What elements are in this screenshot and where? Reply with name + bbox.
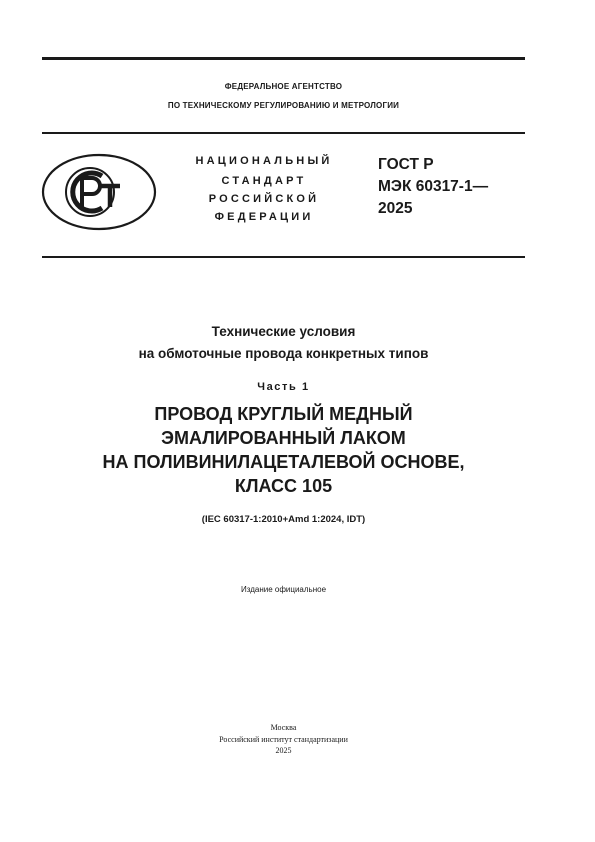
main-title <box>42 402 525 498</box>
national-standard-line-2: СТАНДАРТ <box>221 175 307 187</box>
main-title-line-2: ЭМАЛИРОВАННЫЙ ЛАКОМ <box>161 428 406 448</box>
subtitle-line-1: Технические условия <box>211 324 356 339</box>
standard-block-rule <box>42 256 525 258</box>
part-label: Часть 1 <box>257 381 310 393</box>
subtitle-line-2: на обмоточные провода конкретных типов <box>138 346 429 361</box>
publisher-block <box>42 722 525 757</box>
iec-reference: (IEC 60317-1:2010+Amd 1:2024, IDT) <box>201 514 366 525</box>
edition-label: Издание официальное <box>240 585 327 594</box>
top-rule <box>42 57 525 60</box>
gost-line-3: 2025 <box>378 200 413 217</box>
publisher-year: 2025 <box>275 746 292 755</box>
gost-designation <box>378 154 528 220</box>
publisher-city: Москва <box>270 723 297 732</box>
agency-line-1: ФЕДЕРАЛЬНОЕ АГЕНТСТВО <box>224 82 343 91</box>
main-title-line-3: НА ПОЛИВИНИЛАЦЕТАЛЕВОЙ ОСНОВЕ, <box>102 452 465 472</box>
main-title-line-1: ПРОВОД КРУГЛЫЙ МЕДНЫЙ <box>154 404 413 424</box>
gost-line-2: МЭК 60317-1— <box>378 178 489 195</box>
header-rule <box>42 132 525 134</box>
rst-gost-logo-icon <box>40 152 158 232</box>
national-standard-line-4: ФЕДЕРАЦИИ <box>214 211 314 223</box>
national-standard-line-3: РОССИЙСКОЙ <box>208 193 320 205</box>
gost-line-1: ГОСТ Р <box>378 156 434 173</box>
agency-line-2: ПО ТЕХНИЧЕСКОМУ РЕГУЛИРОВАНИЮ И МЕТРОЛОГИИ <box>167 101 400 110</box>
main-title-line-4: КЛАСС 105 <box>234 476 333 496</box>
national-standard-line-1: НАЦИОНАЛЬНЫЙ <box>195 155 333 167</box>
publisher-name: Российский институт стандартизации <box>219 734 348 744</box>
